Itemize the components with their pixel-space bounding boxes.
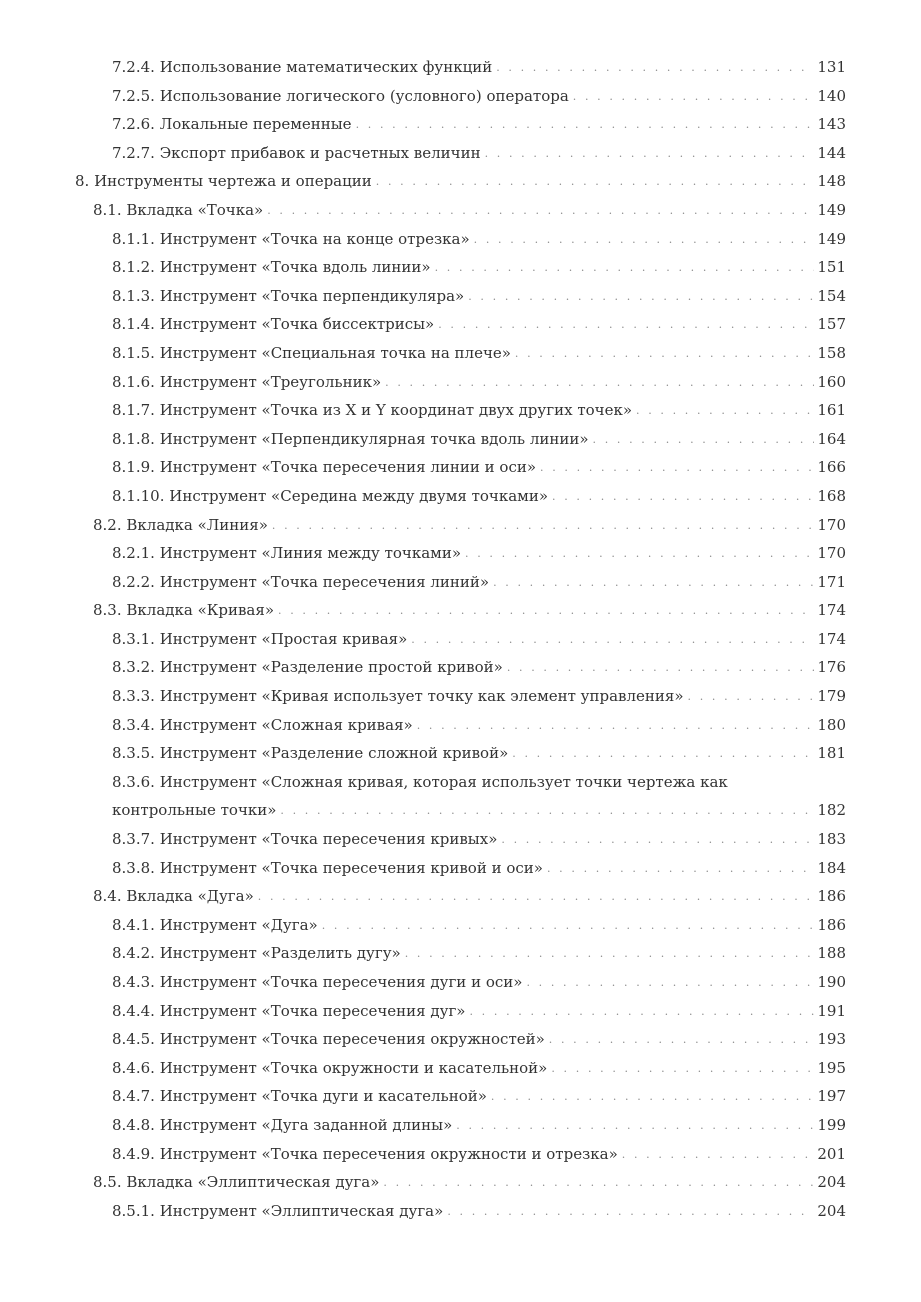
toc-entry-title: 8.1.10. Инструмент «Середина между двумя точками» [112, 486, 548, 505]
toc-page-number: 201 [817, 1144, 846, 1163]
toc-page-number: 182 [817, 801, 846, 820]
toc-entry-row [112, 53, 846, 84]
toc-entry[interactable] [112, 1025, 846, 1054]
toc-entry[interactable] [112, 1140, 846, 1169]
dot-leader [593, 426, 815, 455]
dot-leader [526, 969, 814, 998]
dot-leader [438, 311, 814, 340]
toc-entry[interactable] [112, 1197, 846, 1226]
toc-entry-row [112, 1082, 846, 1113]
toc-entry[interactable] [112, 1082, 846, 1111]
dot-leader [435, 254, 815, 283]
toc-entry-row [75, 167, 846, 198]
toc-page-number: 154 [817, 286, 846, 305]
dot-leader [322, 912, 815, 941]
toc-entry-title: 8.4.8. Инструмент «Дуга заданной длины» [112, 1115, 453, 1134]
toc-page-number: 186 [817, 887, 846, 906]
toc-entry-title: 8.3.1. Инструмент «Простая кривая» [112, 629, 408, 648]
toc-entry-title: 8.1. Вкладка «Точка» [93, 200, 264, 219]
toc-entry-row [93, 1168, 846, 1199]
toc-entry-title: 7.2.6. Локальные переменные [112, 115, 352, 134]
dot-leader [456, 1112, 814, 1141]
toc-entry[interactable] [112, 539, 846, 568]
toc-entry-row [112, 139, 846, 170]
toc-entry-row [112, 253, 846, 284]
toc-entry-title: 8.3.4. Инструмент «Сложная кривая» [112, 715, 413, 734]
toc-entry-title: 8.4.7. Инструмент «Точка дуги и касательной» [112, 1087, 487, 1106]
toc-entry[interactable] [93, 511, 846, 540]
toc-entry[interactable] [112, 396, 846, 425]
toc-page-number: 149 [817, 229, 846, 248]
dot-leader [573, 83, 815, 112]
dot-leader [496, 54, 814, 83]
dot-leader [515, 340, 814, 369]
toc-entry-row [112, 396, 846, 427]
toc-entry-title: 8.3. Вкладка «Кривая» [93, 601, 274, 620]
toc-page-number: 183 [817, 830, 846, 849]
toc-entry-row [112, 368, 846, 399]
toc-entry[interactable] [93, 882, 846, 911]
toc-entry-title-continued: контрольные точки» [112, 801, 277, 820]
dot-leader [485, 140, 815, 169]
toc-entry-title: 8.1.4. Инструмент «Точка биссектрисы» [112, 315, 435, 334]
dot-leader [512, 740, 814, 769]
toc-entry[interactable] [112, 568, 846, 597]
toc-entry-title: 8.1.9. Инструмент «Точка пересечения линии и оси» [112, 458, 537, 477]
dot-leader [501, 826, 814, 855]
toc-entry[interactable] [112, 854, 846, 883]
toc-entry-title: 8.4.9. Инструмент «Точка пересечения окружности и отрезка» [112, 1144, 618, 1163]
dot-leader [622, 1141, 815, 1170]
toc-entry[interactable] [112, 625, 846, 654]
toc-entry-title: 8.4.6. Инструмент «Точка окружности и касательной» [112, 1058, 548, 1077]
toc-entry-title: 8.4.4. Инструмент «Точка пересечения дуг» [112, 1001, 466, 1020]
toc-entry-title: 8.4.1. Инструмент «Дуга» [112, 915, 318, 934]
toc-page-number: 151 [817, 258, 846, 277]
toc-entry-row [112, 1197, 846, 1228]
toc-entry-title: 8.1.3. Инструмент «Точка перпендикуляра» [112, 286, 465, 305]
toc-entry-title: 8.1.1. Инструмент «Точка на конце отрезка» [112, 229, 470, 248]
toc-entry[interactable] [112, 82, 846, 111]
toc-entry-row [112, 653, 846, 684]
toc-entry-title: 8.4. Вкладка «Дуга» [93, 887, 254, 906]
dot-leader [280, 797, 814, 826]
toc-entry[interactable] [112, 110, 846, 139]
toc-page-number: 158 [817, 343, 846, 362]
toc-page-number: 157 [817, 315, 846, 334]
toc-entry-title: 7.2.5. Использование логического (условного) оператора [112, 86, 569, 105]
toc-entry-row [112, 482, 846, 513]
toc-page-number: 174 [817, 601, 846, 620]
toc-entry-title: 8.3.8. Инструмент «Точка пересечения кривой и оси» [112, 858, 543, 877]
dot-leader [474, 226, 815, 255]
toc-entry[interactable] [112, 911, 846, 940]
toc-entry-row [112, 82, 846, 113]
toc-entry-row [93, 882, 846, 913]
toc-page-number: 170 [817, 544, 846, 563]
toc-page-number: 166 [817, 458, 846, 477]
toc-entry-title: 8.2.1. Инструмент «Линия между точками» [112, 544, 462, 563]
dot-leader [376, 168, 815, 197]
toc-entry-title: 8. Инструменты чертежа и операции [75, 172, 372, 191]
toc-entry-title: 8.2.2. Инструмент «Точка пересечения линий» [112, 572, 490, 591]
toc-entry-title: 8.1.2. Инструмент «Точка вдоль линии» [112, 258, 431, 277]
toc-entry-row [112, 939, 846, 970]
toc-entry[interactable] [112, 282, 846, 311]
toc-entry-title: 8.3.3. Инструмент «Кривая использует точку как элемент управления» [112, 687, 684, 706]
toc-entry-row [112, 796, 846, 827]
toc-page-number: 180 [817, 715, 846, 734]
toc-entry[interactable] [112, 825, 846, 854]
dot-leader [688, 683, 815, 712]
toc-page-number: 188 [817, 944, 846, 963]
toc-page-number: 164 [817, 429, 846, 448]
toc-page-number: 160 [817, 372, 846, 391]
toc-entry-row [112, 1140, 846, 1171]
dot-leader [405, 940, 815, 969]
toc-page-number: 184 [817, 858, 846, 877]
toc-entry[interactable] [112, 425, 846, 454]
toc-entry[interactable] [112, 368, 846, 397]
toc-entry-row [112, 282, 846, 313]
dot-leader [447, 1198, 814, 1227]
toc-page-number: 143 [817, 115, 846, 134]
dot-leader [258, 883, 815, 912]
toc-entry-title: 8.3.7. Инструмент «Точка пересечения кривых» [112, 830, 498, 849]
toc-entry[interactable] [112, 1111, 846, 1140]
toc-entry-row [112, 425, 846, 456]
toc-entry[interactable] [112, 997, 846, 1026]
toc-entry[interactable] [93, 1168, 846, 1197]
toc-entry-row [112, 310, 846, 341]
toc-entry-row [112, 1025, 846, 1056]
dot-leader [636, 397, 814, 426]
toc-entry-title: 8.5. Вкладка «Эллиптическая дуга» [93, 1173, 380, 1192]
toc-entry[interactable] [93, 596, 846, 625]
toc-page-number: 149 [817, 200, 846, 219]
toc-entry-row [112, 739, 846, 770]
toc-entry-row [112, 339, 846, 370]
toc-entry-row [93, 196, 846, 227]
toc-entry-row [112, 225, 846, 256]
toc-entry-row [112, 711, 846, 742]
toc-entry-title: 8.1.5. Инструмент «Специальная точка на плече» [112, 343, 511, 362]
toc-page-number: 174 [817, 629, 846, 648]
toc-entry-title: 8.4.5. Инструмент «Точка пересечения окружностей» [112, 1030, 545, 1049]
toc-entry-title: 8.2. Вкладка «Линия» [93, 515, 268, 534]
toc-entry-row [112, 625, 846, 656]
toc-page-number: 168 [817, 486, 846, 505]
toc-entry-row [112, 997, 846, 1028]
toc-entry-row [112, 1111, 846, 1142]
dot-leader [540, 454, 814, 483]
toc-entry-row [112, 682, 846, 713]
toc-entry[interactable] [112, 768, 846, 825]
toc-entry-title: 8.1.6. Инструмент «Треугольник» [112, 372, 382, 391]
dot-leader [507, 654, 815, 683]
toc-entry-row [93, 596, 846, 627]
toc-page-number: 186 [817, 915, 846, 934]
toc-entry[interactable] [112, 225, 846, 254]
toc-entry-row [93, 511, 846, 542]
toc-entry-title: 8.3.5. Инструмент «Разделение сложной кривой» [112, 744, 509, 763]
toc-entry[interactable] [75, 167, 846, 196]
toc-entry-title: 8.4.2. Инструмент «Разделить дугу» [112, 944, 401, 963]
dot-leader [552, 483, 814, 512]
toc-page-number: 131 [817, 58, 846, 76]
toc-page-number: 181 [817, 744, 846, 763]
dot-leader [272, 512, 814, 541]
dot-leader [267, 197, 814, 226]
dot-leader [469, 998, 814, 1027]
dot-leader [491, 1083, 814, 1112]
dot-leader [356, 111, 815, 140]
dot-leader [551, 1055, 814, 1084]
toc-entry-title: 8.3.6. Инструмент «Сложная кривая, которая использует точки чертежа как [112, 772, 728, 791]
toc-entry-row [112, 968, 846, 999]
dot-leader [385, 369, 814, 398]
toc-entry[interactable] [112, 253, 846, 282]
toc-page-number: 140 [817, 86, 846, 105]
toc-entry[interactable] [112, 53, 846, 82]
toc-page-number: 204 [817, 1173, 846, 1192]
toc-page-number: 191 [817, 1001, 846, 1020]
toc-entry-row [112, 453, 846, 484]
dot-leader [278, 597, 814, 626]
toc-entry-title: 8.5.1. Инструмент «Эллиптическая дуга» [112, 1201, 444, 1220]
toc-entry-row [112, 1054, 846, 1085]
toc-entry-row [112, 110, 846, 141]
toc-entry-row [112, 539, 846, 570]
toc-page-number: 199 [817, 1115, 846, 1134]
toc-page-number: 171 [817, 572, 846, 591]
dot-leader [547, 855, 814, 884]
toc-entry[interactable] [112, 139, 846, 168]
dot-leader [468, 283, 814, 312]
toc-entry[interactable] [112, 939, 846, 968]
toc-entry-row [112, 911, 846, 942]
toc-entry[interactable] [112, 739, 846, 768]
toc-page-number: 193 [817, 1030, 846, 1049]
toc-entry[interactable] [112, 653, 846, 682]
dot-leader [417, 712, 815, 741]
toc-entry-row [112, 825, 846, 856]
toc-entry-title: 8.4.3. Инструмент «Точка пересечения дуги и оси» [112, 973, 523, 991]
dot-leader [493, 569, 814, 598]
toc-page-number: 190 [817, 973, 846, 991]
toc-entry-row [112, 854, 846, 885]
toc-entry[interactable] [112, 682, 846, 711]
toc-entry-title: 8.1.8. Инструмент «Перпендикулярная точка вдоль линии» [112, 429, 589, 448]
toc-page-number: 195 [817, 1058, 846, 1077]
dot-leader [549, 1026, 815, 1055]
table-of-contents [0, 53, 921, 1225]
toc-entry[interactable] [112, 339, 846, 368]
toc-entry-title: 8.3.2. Инструмент «Разделение простой кривой» [112, 658, 503, 677]
toc-entry-title: 7.2.7. Экспорт прибавок и расчетных величин [112, 143, 481, 162]
toc-page-number: 148 [817, 172, 846, 191]
toc-page-number: 176 [817, 658, 846, 677]
toc-entry-title: 7.2.4. Использование математических функций [112, 58, 493, 76]
toc-entry-row [112, 568, 846, 599]
toc-entry-title: 8.1.7. Инструмент «Точка из X и Y координат двух других точек» [112, 401, 632, 420]
toc-page-number: 204 [817, 1201, 846, 1220]
dot-leader [411, 626, 814, 655]
toc-entry[interactable] [112, 482, 846, 511]
toc-entry[interactable] [112, 310, 846, 339]
toc-entry[interactable] [112, 968, 846, 997]
toc-entry[interactable] [112, 711, 846, 740]
toc-entry[interactable] [112, 453, 846, 482]
toc-page-number: 179 [817, 687, 846, 706]
toc-entry[interactable] [112, 1054, 846, 1083]
toc-page-number: 197 [817, 1087, 846, 1106]
dot-leader [465, 540, 814, 569]
toc-entry[interactable] [93, 196, 846, 225]
toc-page-number: 144 [817, 143, 846, 162]
toc-page-number: 170 [817, 515, 846, 534]
dot-leader [383, 1169, 814, 1198]
toc-page-number: 161 [817, 401, 846, 420]
